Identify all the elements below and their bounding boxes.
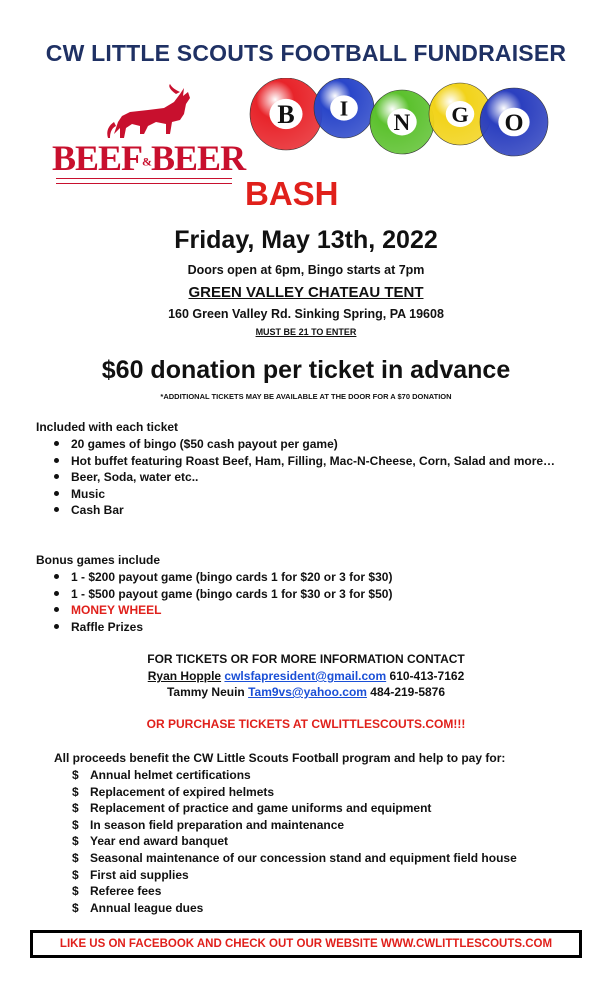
event-doors: Doors open at 6pm, Bingo starts at 7pm — [187, 263, 425, 277]
contact-name: Ryan Hopple — [147, 669, 222, 683]
list-item — [54, 602, 392, 619]
donation-headline: $60 donation per ticket in advance — [101, 356, 511, 384]
list-item: $ Year end award banquet — [72, 834, 229, 849]
list-item: $ Seasonal maintenance of our concession stand and equipment field house — [72, 850, 517, 865]
proceeds-list — [72, 767, 517, 916]
list-item: $ First aid supplies — [72, 867, 189, 882]
age-requirement: MUST BE 21 TO ENTER — [255, 327, 357, 337]
dollar-icon: $ — [72, 867, 79, 882]
bullet-icon — [54, 507, 59, 512]
bullet-icon — [54, 591, 59, 596]
bonus-label: Bonus games include — [36, 553, 161, 567]
bingo-ball-letter: N — [393, 109, 411, 135]
contact-phone: 610-413-7162 — [389, 669, 465, 683]
event-address: 160 Green Valley Rd. Sinking Spring, PA 19608 — [168, 307, 444, 321]
list-item: Beer, Soda, water etc.. — [54, 469, 555, 486]
bingo-balls — [246, 78, 556, 158]
contact-name: Tammy Neuin — [166, 685, 245, 699]
list-item: $ In season field preparation and maintenance — [72, 817, 345, 832]
bullet-icon — [54, 441, 59, 446]
included-label: Included with each ticket — [36, 420, 179, 434]
list-item: $ Annual helmet certifications — [72, 768, 251, 782]
footer-banner — [30, 930, 582, 958]
logo-beef-text: BEEF — [52, 138, 143, 178]
bullet-icon — [54, 458, 59, 463]
dollar-icon: $ — [72, 884, 79, 899]
footer-text: LIKE US ON FACEBOOK AND CHECK OUT OUR WEBSITE WWW.CWLITTLESCOUTS.COM — [59, 938, 553, 950]
bonus-list — [54, 569, 392, 635]
contact-line — [0, 669, 612, 683]
list-item: Hot buffet featuring Roast Beef, Ham, Filling, Mac-N-Cheese, Corn, Salad and more… — [54, 453, 555, 470]
list-item: 1 - $500 payout game (bingo cards 1 for $30 or 3 for $50) — [54, 586, 392, 603]
event-venue: GREEN VALLEY CHATEAU TENT — [188, 284, 424, 301]
list-item: $ Annual league dues — [72, 900, 204, 915]
bullet-icon — [54, 474, 59, 479]
proceeds-intro: All proceeds benefit the CW Little Scouts Football program and help to pay for: — [54, 751, 506, 765]
logo-amp-text: & — [142, 154, 152, 169]
bullet-icon — [54, 574, 59, 579]
list-item: $ Replacement of practice and game uniforms and equipment — [72, 801, 432, 816]
dollar-icon: $ — [72, 834, 79, 849]
bash-heading: BASH — [245, 175, 339, 212]
dollar-icon: $ — [72, 900, 79, 915]
additional-tickets-note: *ADDITIONAL TICKETS MAY BE AVAILABLE AT THE DOOR FOR A $70 DONATION — [160, 392, 452, 401]
list-item: $ Referee fees — [72, 884, 162, 899]
bull-icon — [52, 82, 242, 140]
bullet-icon — [54, 491, 59, 496]
dollar-icon: $ — [72, 850, 79, 865]
contact-email-link[interactable]: Tam9vs@yahoo.com — [248, 685, 367, 699]
purchase-online-text: OR PURCHASE TICKETS AT CWLITTLESCOUTS.COM!!! — [146, 717, 466, 731]
logo-beer-text: BEER — [151, 138, 246, 178]
list-item: $ Replacement of expired helmets — [72, 784, 275, 799]
list-item: 1 - $200 payout game (bingo cards 1 for $20 or 3 for $30) — [54, 569, 392, 586]
list-item: 20 games of bingo ($50 cash payout per game) — [54, 436, 555, 453]
dollar-icon: $ — [72, 817, 79, 832]
dollar-icon: $ — [72, 801, 79, 816]
flyer-title: CW LITTLE SCOUTS FOOTBALL FUNDRAISER — [45, 40, 567, 66]
bingo-ball-letter: I — [339, 96, 349, 121]
bingo-ball-letter: B — [277, 100, 295, 129]
event-date: Friday, May 13th, 2022 — [174, 226, 438, 254]
dollar-icon: $ — [72, 784, 79, 799]
bingo-ball-letter: O — [504, 109, 524, 137]
included-list — [54, 436, 555, 519]
logo-underline — [56, 178, 232, 184]
dollar-icon: $ — [72, 768, 79, 782]
contact-phone: 484-219-5876 — [370, 685, 446, 699]
contact-line — [0, 685, 612, 699]
bullet-icon — [54, 624, 59, 629]
contact-email-link[interactable]: cwlsfapresident@gmail.com — [224, 669, 387, 683]
beef-beer-logo — [52, 82, 246, 192]
bullet-icon — [54, 607, 59, 612]
money-wheel-item: MONEY WHEEL — [71, 603, 162, 617]
bingo-ball-letter: G — [451, 101, 469, 127]
list-item: Raffle Prizes — [54, 619, 392, 636]
list-item: Cash Bar — [54, 502, 555, 519]
contact-heading: FOR TICKETS OR FOR MORE INFORMATION CONTACT — [147, 652, 465, 666]
list-item: Music — [54, 486, 555, 503]
